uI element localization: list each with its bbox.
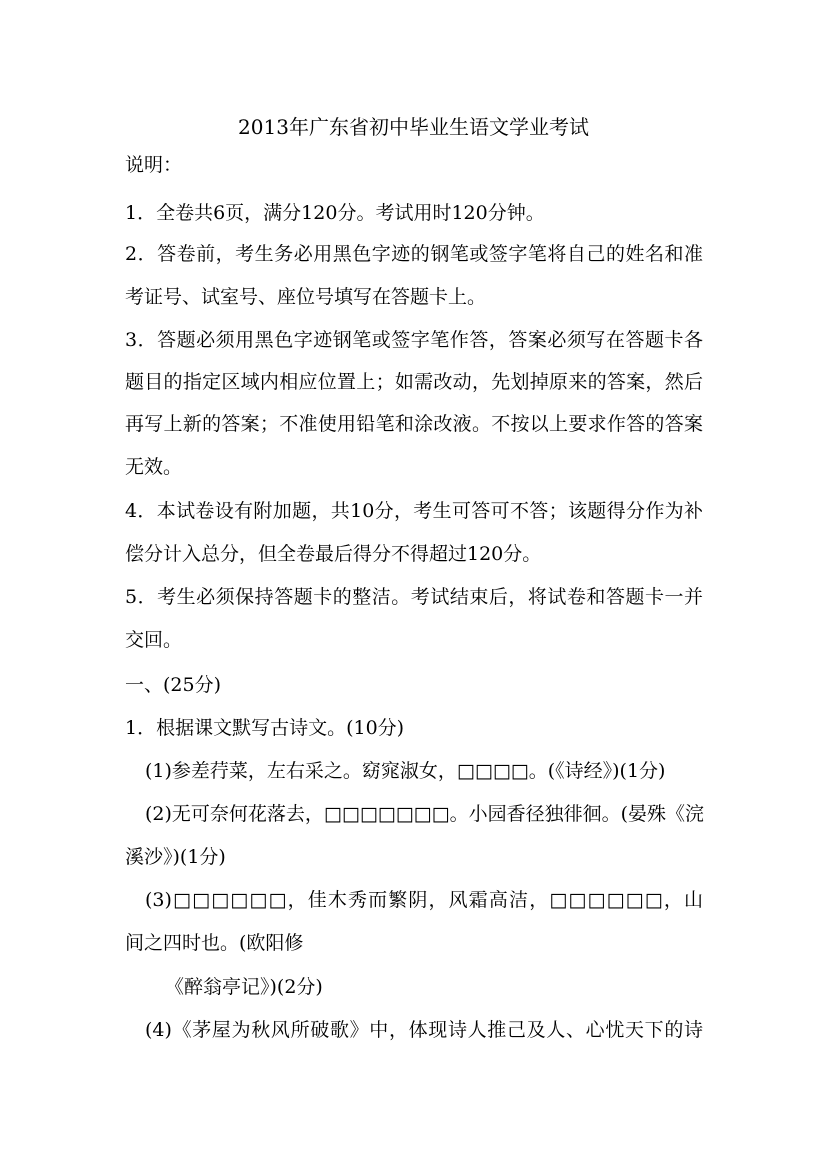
exam-title: 2013年广东省初中毕业生语文学业考试: [238, 115, 589, 139]
section-one-heading: 一、(25分): [125, 674, 222, 696]
instruction-3-line-2: 题目的指定区域内相应位置上；如需改动，先划掉原来的答案，然后: [125, 371, 703, 393]
instruction-1-line-1: 1．全卷共6页，满分120分。考试用时120分钟。: [125, 202, 545, 224]
question-1-item-1: (1)参差荇菜，左右采之。窈窕淑女，□□□□。(《诗经》)(1分): [145, 760, 666, 782]
instruction-5-line-1: 5．考生必须保持答题卡的整洁。考试结束后，将试卷和答题卡一并: [125, 586, 703, 608]
instruction-2-line-1: 2．答卷前，考生务必用黑色字迹的钢笔或签字笔将自己的姓名和准: [125, 243, 703, 265]
question-1-heading: 1．根据课文默写古诗文。(10分): [125, 717, 405, 739]
question-1-item-4-line-1: (4)《茅屋为秋风所破歌》中，体现诗人推己及人、心忧天下的诗: [145, 1019, 703, 1041]
instruction-3-line-1: 3．答题必须用黑色字迹钢笔或签字笔作答，答案必须写在答题卡各: [125, 329, 703, 351]
instruction-4-line-1: 4．本试卷设有附加题，共10分，考生可答可不答；该题得分作为补: [125, 500, 703, 522]
question-1-item-3-line-2: 间之四时也。(欧阳修: [125, 932, 304, 954]
instructions-label: 说明：: [125, 154, 183, 176]
instruction-5-line-2: 交回。: [125, 629, 183, 651]
instruction-2-line-2: 考证号、试室号、座位号填写在答题卡上。: [125, 286, 487, 308]
question-1-item-2-line-2: 溪沙》)(1分): [125, 846, 226, 868]
question-1-item-3-line-3: 《醉翁亭记》)(2分): [165, 976, 323, 998]
question-1-item-3-line-1: (3)□□□□□□，佳木秀而繁阴，风霜高洁，□□□□□□，山: [145, 889, 703, 911]
question-1-item-2-line-1: (2)无可奈何花落去，□□□□□□□。小园香径独徘徊。(晏殊《浣: [145, 803, 704, 825]
instruction-4-line-2: 偿分计入总分，但全卷最后得分不得超过120分。: [125, 543, 542, 565]
instruction-3-line-4: 无效。: [125, 456, 183, 478]
instruction-3-line-3: 再写上新的答案；不准使用铅笔和涂改液。不按以上要求作答的答案: [125, 413, 703, 435]
